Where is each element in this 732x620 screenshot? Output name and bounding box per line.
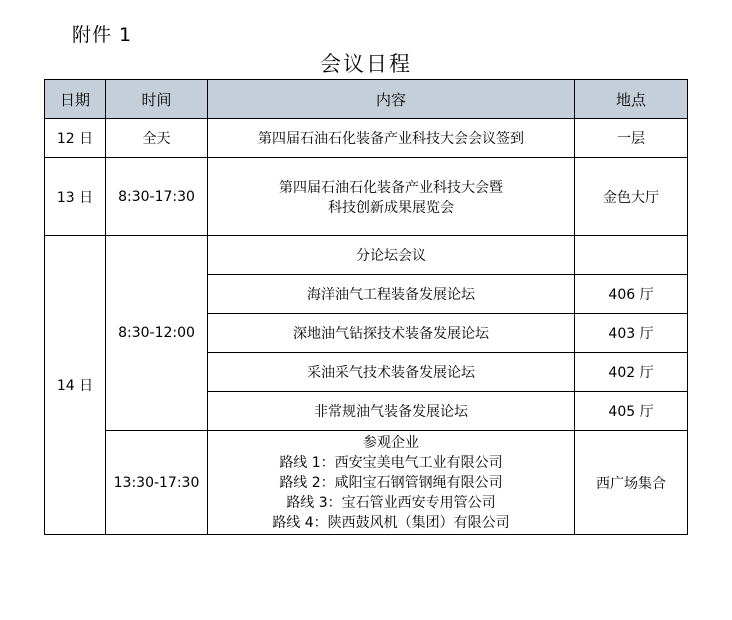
row-content: 深地油气钻探技术装备发展论坛: [208, 314, 575, 353]
table-row: [45, 158, 688, 236]
row-location: 402 厅: [575, 353, 688, 392]
route-line: 路线 2：咸阳宝石钢管钢绳有限公司: [279, 474, 503, 491]
header-location: 地点: [575, 80, 688, 119]
content-line: 第四届石油石化装备产业科技大会暨: [279, 179, 503, 196]
row-content: 分论坛会议: [208, 236, 575, 275]
attachment-label: 附件 1: [72, 24, 133, 46]
row-time: 8:30-17:30: [106, 158, 208, 236]
row-content: 采油采气技术装备发展论坛: [208, 353, 575, 392]
row-location: [575, 236, 688, 275]
row-content: [208, 431, 575, 535]
row-location: 406 厅: [575, 275, 688, 314]
row-location: 一层: [575, 119, 688, 158]
row-time: 全天: [106, 119, 208, 158]
header-date: 日期: [45, 80, 106, 119]
row-content: 第四届石油石化装备产业科技大会会议签到: [208, 119, 575, 158]
table-row: [45, 236, 688, 275]
table-header-row: [45, 80, 688, 119]
row-time: 8:30-12:00: [106, 236, 208, 431]
row-location: 金色大厅: [575, 158, 688, 236]
row-location: 405 厅: [575, 392, 688, 431]
row-date: 14 日: [45, 236, 106, 535]
row-location: 403 厅: [575, 314, 688, 353]
route-line: 路线 3：宝石管业西安专用管公司: [286, 494, 496, 511]
row-content: 海洋油气工程装备发展论坛: [208, 275, 575, 314]
table-row: [45, 431, 688, 535]
header-content: 内容: [208, 80, 575, 119]
schedule-table: [44, 79, 688, 535]
row-location: 西广场集合: [575, 431, 688, 535]
visit-heading: 参观企业: [363, 434, 419, 451]
table-row: [45, 119, 688, 158]
row-date: 12 日: [45, 119, 106, 158]
row-date: 13 日: [45, 158, 106, 236]
page-title: 会议日程: [320, 52, 412, 76]
row-content: 非常规油气装备发展论坛: [208, 392, 575, 431]
row-time: 13:30-17:30: [106, 431, 208, 535]
header-time: 时间: [106, 80, 208, 119]
row-content: [208, 158, 575, 236]
content-line: 科技创新成果展览会: [328, 199, 454, 216]
route-line: 路线 1：西安宝美电气工业有限公司: [279, 454, 503, 471]
route-line: 路线 4：陕西鼓风机（集团）有限公司: [272, 514, 510, 531]
